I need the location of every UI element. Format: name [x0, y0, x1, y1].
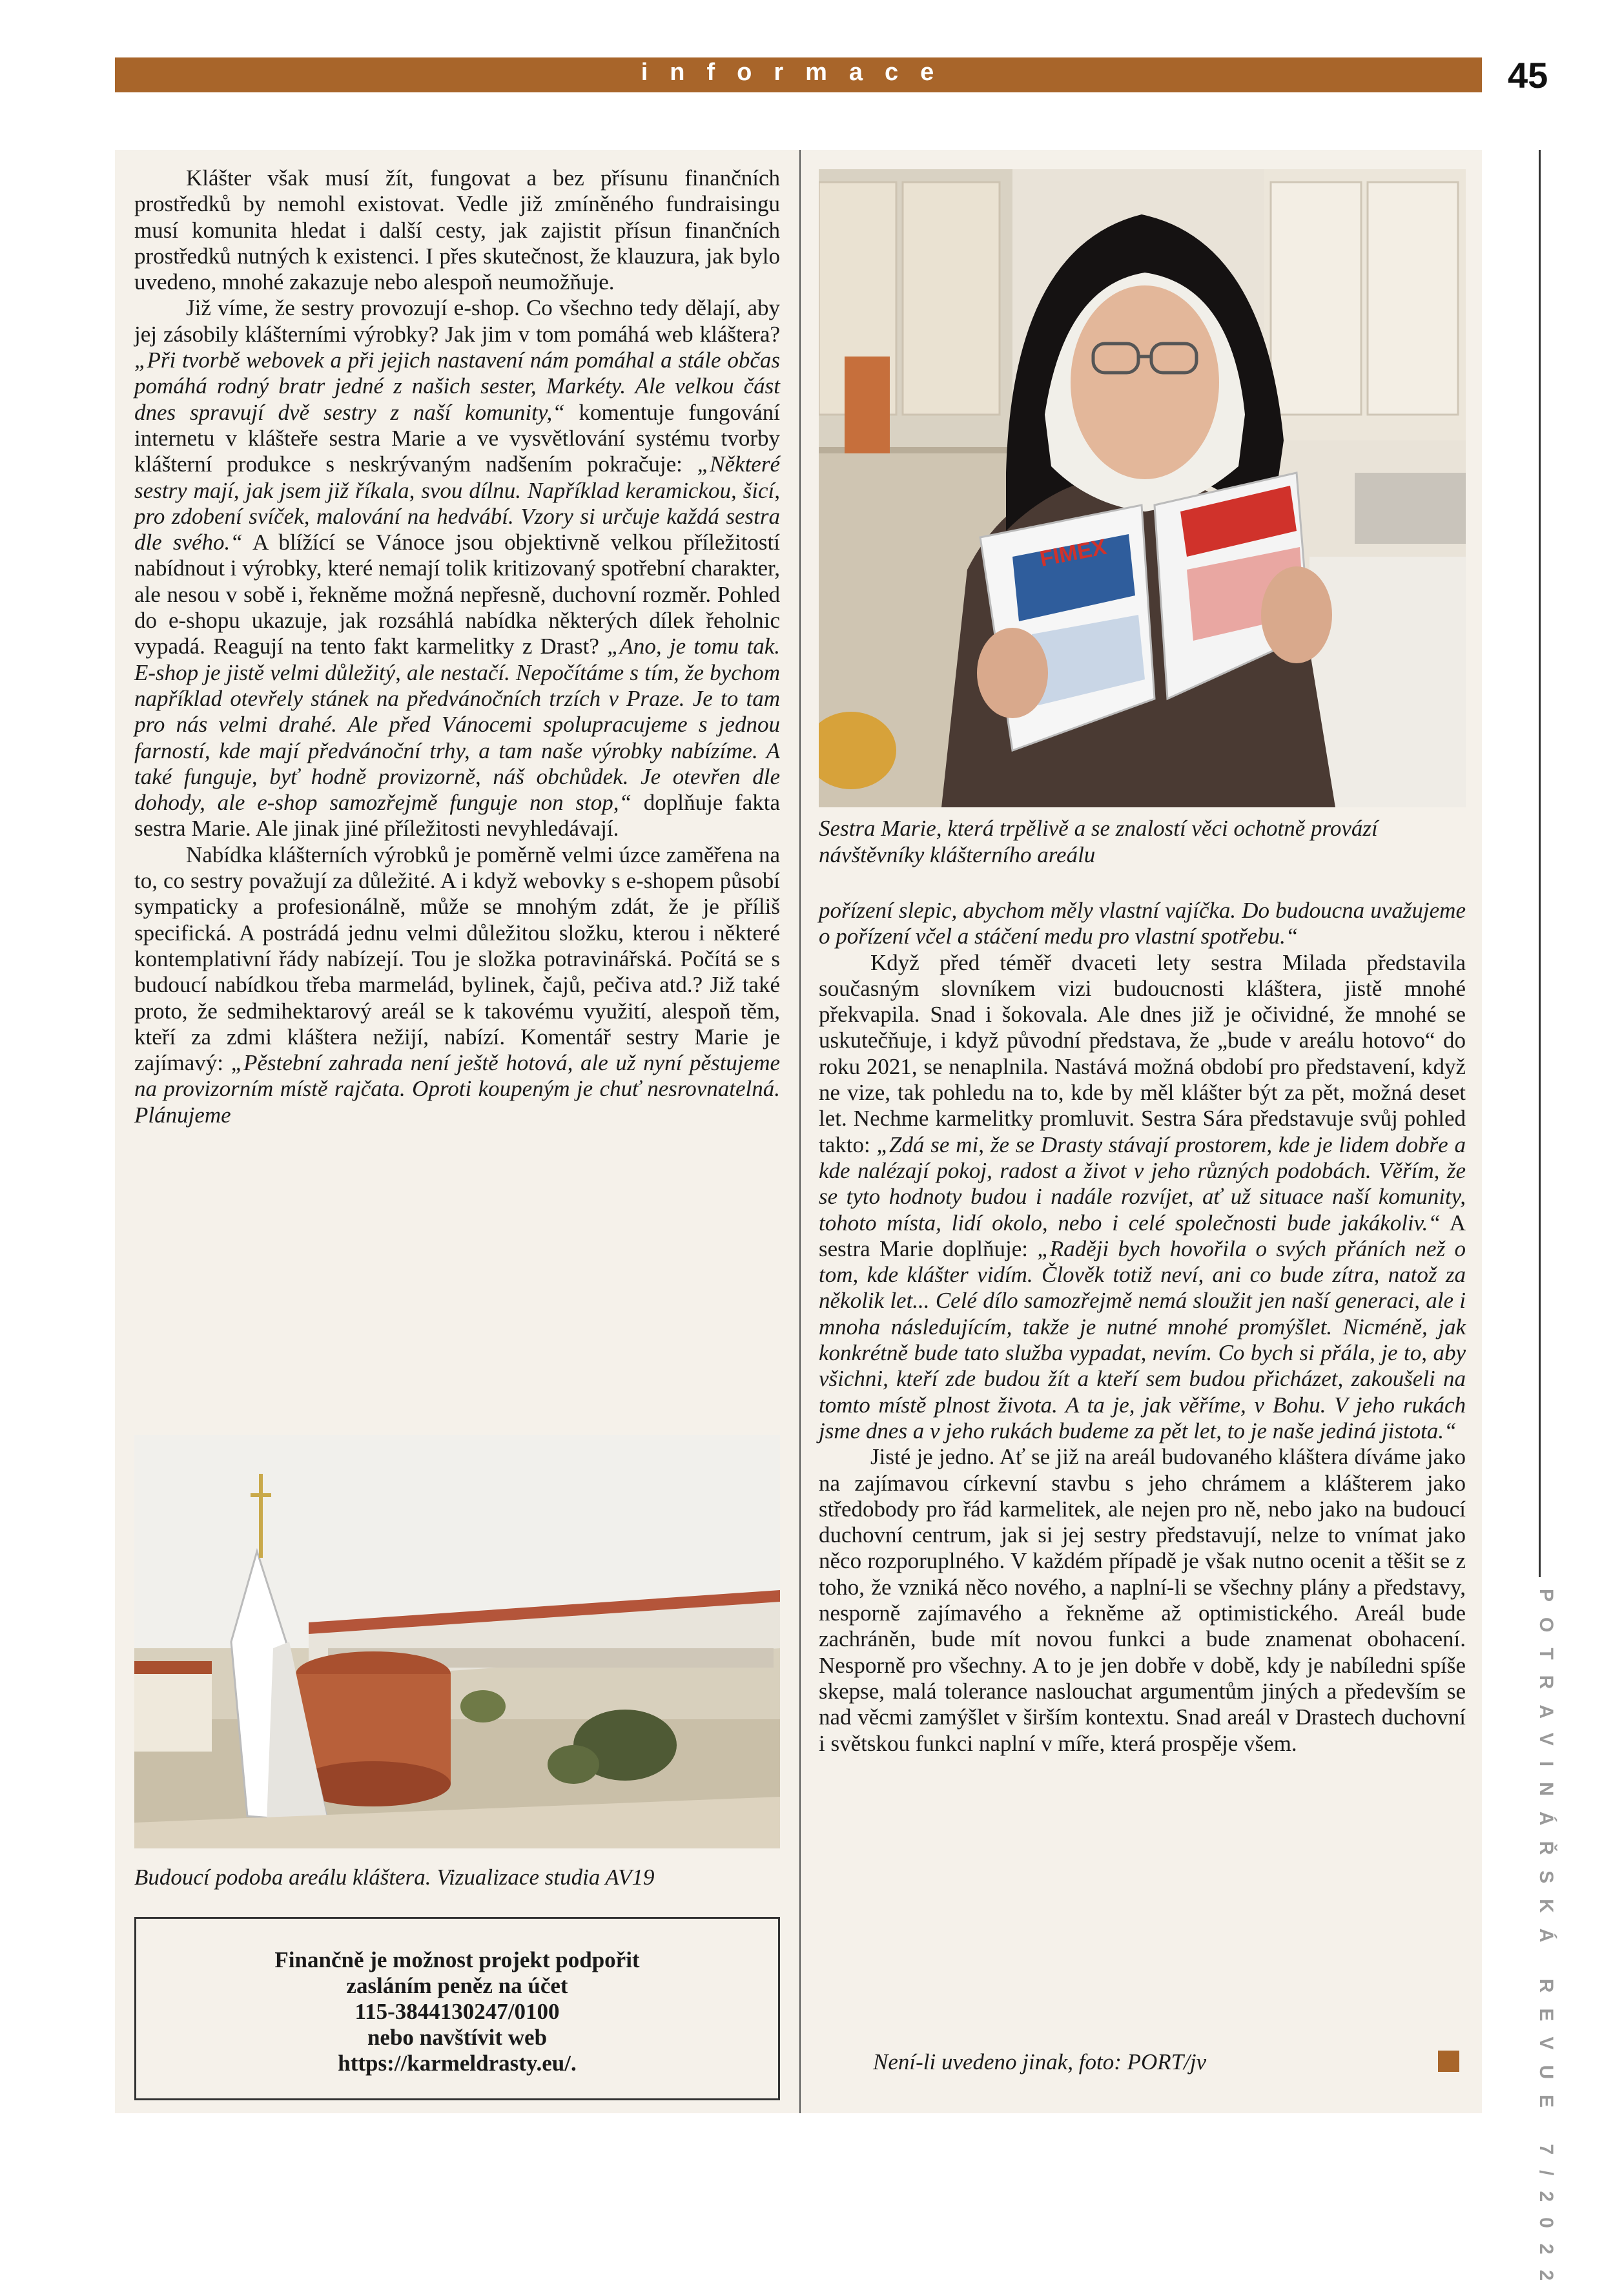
column-divider — [799, 150, 801, 2113]
article-paragraph — [819, 1444, 1466, 1757]
info-box-donation — [134, 1917, 780, 2100]
quote-text: „Ano, je tomu tak. E-shop je jistě velmi důležitý, ale nestačí. Nepočítáme s tím, že bychom například otevřely stánek na předvánočních trzích v Praze. Je to tam pro nás velmi drahé. Ale před Vánocemi spolupracujeme s jednou farností, kde mají předvánoční trhy, a tam naše výrobky nabízíme. A také funguje, byť hodně provizorně, náš obchůdek. Je otevřen dle dohody, ale e-shop samozřejmě funguje non stop,“ — [134, 634, 780, 816]
quote-text: „Pěstební zahrada není ještě hotová, ale už nyní pěstujeme na provizorním místě rajčata. Oproti koupeným je chuť nesrovnatelná. Plánujeme — [134, 1050, 780, 1128]
left-column — [134, 165, 780, 1128]
quote-text: „Některé sestry mají, jak jsem již říkala, svou dílnu. Například keramickou, šicí, pro zdobení svíček, malování na hedvábí. Vzory si určuje každá sestra dle svého.“ — [134, 451, 780, 555]
body-text: Jisté je jedno. Ať se již na areál budovaného kláštera díváme jako na zajímavou církevní stavbu s jeho chrámem a klášterem jako středobody pro řád karmelitek, ale nejen pro ně, nebo jako na budoucí duchovní centrum, jak si jej sestry představují, nelze to vnímat jako něco rozporuplného. V každém případě je však nutno ocenit a těšit se z toho, že vzniká něco nového, a naplní-li se všechny plány a představy, nesporně zajímavého a řekněme až optimistického. Areál bude zachráněn, bude mít novou funkci a bude znamenat obohacení. Nesporně pro všechny. A to je jen dobře v době, kdy je nabíledni spíše skepse, malá tolerance naslouchat argumentům jiných a především se nad věcmi zamýšlet v širším kontextu. Snad areál v Drastech duchovní i světskou funkci naplní v míře, která prospěje všem. — [819, 1444, 1466, 1756]
info-box-url: https://karmeldrasty.eu/. — [338, 2051, 577, 2076]
article-paragraph — [134, 295, 780, 842]
info-box-account: 115-3844130247/0100 — [354, 1999, 560, 2024]
body-text: doplňuje fakta sestra Marie. Ale jinak jiné příležitosti nevyhledávají. — [134, 790, 780, 842]
side-rule-top — [1539, 150, 1541, 1577]
right-column — [819, 898, 1466, 1757]
magazine-brand: FIMEX — [1038, 534, 1109, 572]
article-paragraph — [819, 898, 1466, 950]
article-paragraph — [134, 842, 780, 1128]
section-title: informace — [641, 59, 956, 86]
article-paragraph — [819, 950, 1466, 1445]
body-text: Již víme, že sestry provozují e-shop. Co všechno tedy dělají, aby jej zásobily klášterními výrobky? Jak jim v tom pomáhá web kláštera? — [134, 295, 780, 347]
info-box-line: nebo navštívit web — [367, 2025, 548, 2050]
quote-text: pořízení slepic, abychom měly vlastní vajíčka. Do budoucna uvažujeme o pořízení včel a stáčení medu pro vlastní spotřebu.“ — [819, 898, 1466, 949]
rendering-caption: Budoucí podoba areálu kláštera. Vizualizace studia AV19 — [134, 1865, 655, 1890]
info-box-line: zasláním peněz na účet — [346, 1973, 568, 1998]
body-text: Nabídka klášterních výrobků je poměrně velmi úzce zaměřena na to, co sestry považují za důležité. A i když webovky s e-shopem působí sympaticky a profesionálně, může se mnohým zdát, že je příliš specifická. A postrádá jednu velmi důležitou složku, kterou i některé kontemplativní řády nabízejí. Tou je složka potravinářská. Počítá se s budoucí nabídkou třeba marmelád, bylinek, čajů, pečiva atd.? Již také proto, že sedmihektarový areál se k takovému využití, alespoň těm, kteří za zdmi kláštera nežijí, nabízí. Komentář sestry Marie je zajímavý: — [134, 842, 780, 1076]
body-text: A blížící se Vánoce jsou objektivně velkou příležitostí nabídnout i výrobky, které nemají tolik kritizovaný spotřební charakter, ale nesou v sobě i, řekněme možná nepřesně, duchovní rozměr. Pohled do e-shopu ukazuje, jak rozsáhlá nabídka některých dílek řeholnic vypadá. Reagují na tento fakt karmelitky z Drast? — [134, 530, 780, 659]
sidebar-vertical-text-box — [1512, 1589, 1570, 2296]
quote-text: „Zdá se mi, že se Drasty stávají prostorem, kde je lidem dobře a kde nalézají pokoj, radost a život v jeho různých podobách. Věřím, že se tyto hodnoty budou i nadále rozvíjet, ať už situace naší komunity, tohoto místa, lidí okolo, nebo i celé společnosti bude jakákoliv.“ — [819, 1132, 1466, 1236]
body-text: komentuje fungování internetu v klášteře sestra Marie a ve vysvětlování systému tvorby klášterní produkce s neskrývaným nadšením pokračuje: — [134, 399, 780, 477]
monastery-rendering — [134, 1435, 780, 1848]
photo-credit: Není-li uvedeno jinak, foto: PORT/jv — [873, 2049, 1207, 2074]
body-text: A sestra Marie doplňuje: — [819, 1210, 1466, 1261]
end-of-article-square-icon — [1438, 2051, 1459, 2072]
photo-caption: Sestra Marie, která trpělivě a se znalostí věci ochotně provází návštěvníky klášterního areálu — [819, 816, 1378, 867]
header-bar — [115, 57, 1482, 92]
photo-nun-reading — [819, 169, 1466, 807]
sidebar-vertical-text: POTRAVINÁŘSKÁ REVUE 7/2022 — [1535, 1589, 1557, 2296]
body-text: Klášter však musí žít, fungovat a bez přísunu finančních prostředků by nemohl existovat. Vedle již zmíněného fundraisingu musí komunita hledat i další cesty, jak zajistit přísun finančních prostředků nutných k existenci. I přes skutečnost, že klauzura, jak bylo uvedeno, mnohé zakazuje nebo alespoň neumožňuje. — [134, 165, 780, 295]
body-text: Když před téměř dvaceti lety sestra Milada představila současným slovníkem vizi budoucnosti kláštera, jistě mnohé překvapila. Snad i šokovala. Ale dnes již je očividné, že mnohé se uskutečňuje, i když původní představa, že „bude v areálu hotovo“ do roku 2021, se nenaplnila. Nastává možná období pro představení, když ne vize, tak pohledu na to, kde by měl klášter být za pět, možná deset let. Nechme karmelitky promluvit. Sestra Sára představuje svůj pohled takto: — [819, 949, 1466, 1157]
quote-text: „Při tvorbě webovek a při jejich nastavení nám pomáhal a stále občas pomáhá rodný bratr jedné z našich sester, Markéty. Ale velkou část dnes spravují dvě sestry z naší komunity,“ — [134, 347, 780, 425]
quote-text: „Raději bych hovořila o svých přáních než o tom, kde klášter vidím. Člověk totiž neví, ani co bude zítra, natož za několik let... Celé dílo samozřejmě nemá sloužit jen naší generaci, ale i mnoha následujícím, takže je nutné mnohé promýšlet. Nicméně, jak konkrétně bude tato služba vypadat, nevím. Co bych si přála, je to, aby všichni, kteří zde budou žít a kteří sem budou přicházet, zakoušeli na tomto místě plnost života. A ta je, jak věříme, v Bohu. V jeho rukách jsme dnes a v jeho rukách budeme za pět let, to je naše jediná jistota.“ — [819, 1236, 1466, 1443]
page-number: 45 — [1508, 55, 1548, 96]
article-paragraph — [134, 165, 780, 295]
info-box-line: Finančně je možnost projekt podpořit — [274, 1947, 640, 1972]
